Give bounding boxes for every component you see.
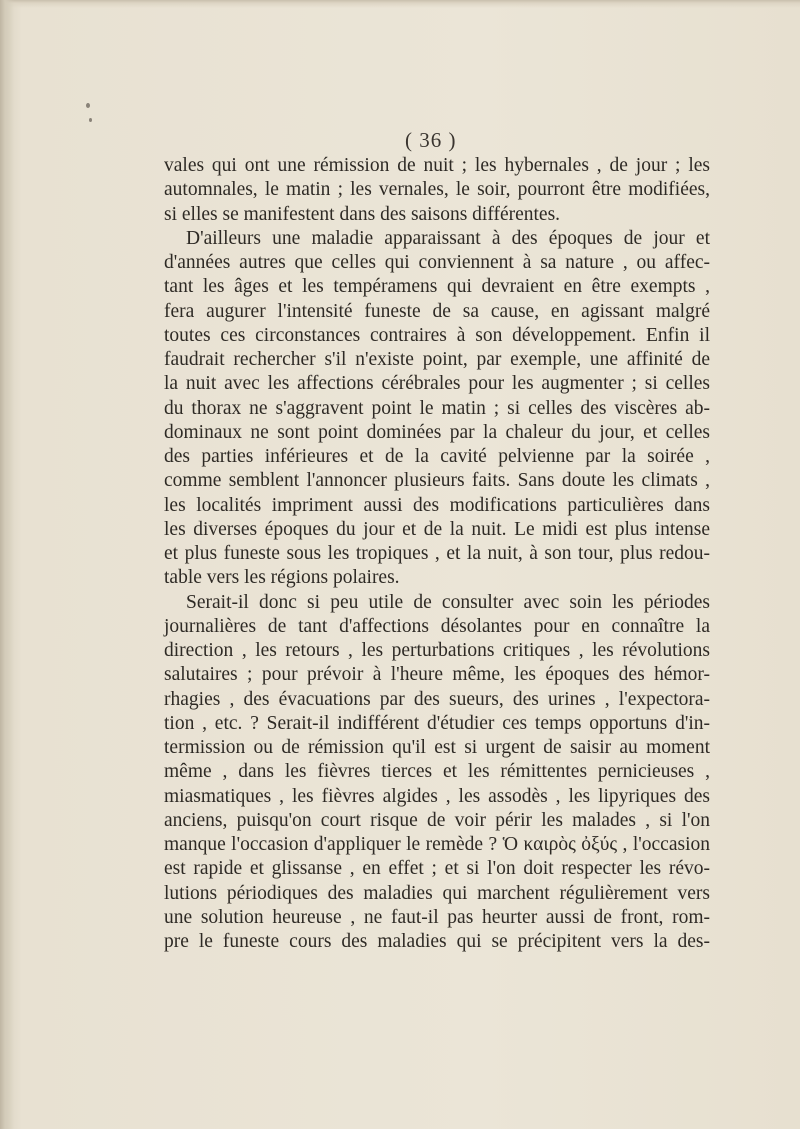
text-line: miasmatiques , les fièvres algides , les assodès , les lipyriques des: [164, 785, 710, 807]
ink-spot: [86, 103, 90, 108]
text-line: toutes ces circonstances contraires à son développement. Enfin il: [164, 324, 710, 346]
text-line: manque l'occasion d'appliquer le remède ? Ὁ καιρὸς ὀξύς , l'occasion: [164, 834, 710, 855]
text-line: la nuit avec les affections cérébrales pour les augmenter ; si celles: [164, 373, 710, 395]
text-line: et plus funeste sous les tropiques , et la nuit, à son tour, plus redou-: [164, 543, 710, 564]
text-line: Serait-il donc si peu utile de consulter avec soin les périodes: [186, 591, 710, 613]
text-line: direction , les retours , les perturbations critiques , les révolutions: [164, 640, 710, 661]
text-line: tion , etc. ? Serait-il indifférent d'étudier ces temps opportuns d'in-: [164, 712, 710, 734]
text-line: rhagies , des évacuations par des sueurs, des urines , l'expectora-: [164, 688, 710, 710]
text-line: table vers les régions polaires.: [164, 567, 400, 589]
body-text: [164, 154, 710, 954]
text-line: est rapide et glissanse , en effet ; et si l'on doit respecter les révo-: [164, 858, 710, 880]
text-line: faudrait rechercher s'il n'existe point, par exemple, une affinité de: [164, 349, 710, 370]
text-line: les diverses époques du jour et de la nuit. Le midi est plus intense: [164, 518, 710, 540]
ink-spot: [89, 118, 92, 122]
text-line: fera augurer l'intensité funeste de sa cause, en agissant malgré: [164, 300, 710, 322]
text-line: une solution heureuse , ne faut-il pas heurter aussi de front, rom-: [164, 906, 710, 928]
text-line: lutions périodiques des maladies qui marchent régulièrement vers: [164, 882, 710, 904]
text-line: d'années autres que celles qui conviennent à sa nature , ou affec-: [164, 252, 710, 273]
text-line: les localités impriment aussi des modifications particulières dans: [164, 494, 710, 516]
page-binding-edge: [0, 0, 14, 1129]
text-line: comme semblent l'annoncer plusieurs faits. Sans doute les climats ,: [164, 470, 710, 492]
text-line: même , dans les fièvres tierces et les rémittentes pernicieuses ,: [164, 761, 710, 783]
text-line: des parties inférieures et de la cavité pelvienne par la soirée ,: [164, 446, 710, 467]
text-line: anciens, puisqu'on court risque de voir périr les malades , si l'on: [164, 809, 710, 831]
text-line: D'ailleurs une maladie apparaissant à des époques de jour et: [186, 227, 710, 249]
text-line: termission ou de rémission qu'il est si urgent de saisir au moment: [164, 737, 710, 758]
text-line: automnales, le matin ; les vernales, le soir, pourront être modifiées,: [164, 179, 710, 201]
text-line: journalières de tant d'affections désolantes pour en connaître la: [164, 615, 710, 637]
text-line: du thorax ne s'aggravent point le matin ; si celles des viscères ab-: [164, 397, 710, 419]
text-line: vales qui ont une rémission de nuit ; les hybernales , de jour ; les: [164, 155, 710, 176]
text-line: si elles se manifestent dans des saisons différentes.: [164, 203, 561, 225]
text-line: tant les âges et les tempéramens qui devraient en être exempts ,: [164, 276, 710, 298]
page-number: ( 36 ): [405, 128, 457, 152]
text-line: pre le funeste cours des maladies qui se précipitent vers la des-: [164, 931, 710, 952]
text-line: salutaires ; pour prévoir à l'heure même, les époques des hémor-: [164, 664, 710, 686]
text-line: dominaux ne sont point dominées par la chaleur du jour, et celles: [164, 421, 710, 443]
